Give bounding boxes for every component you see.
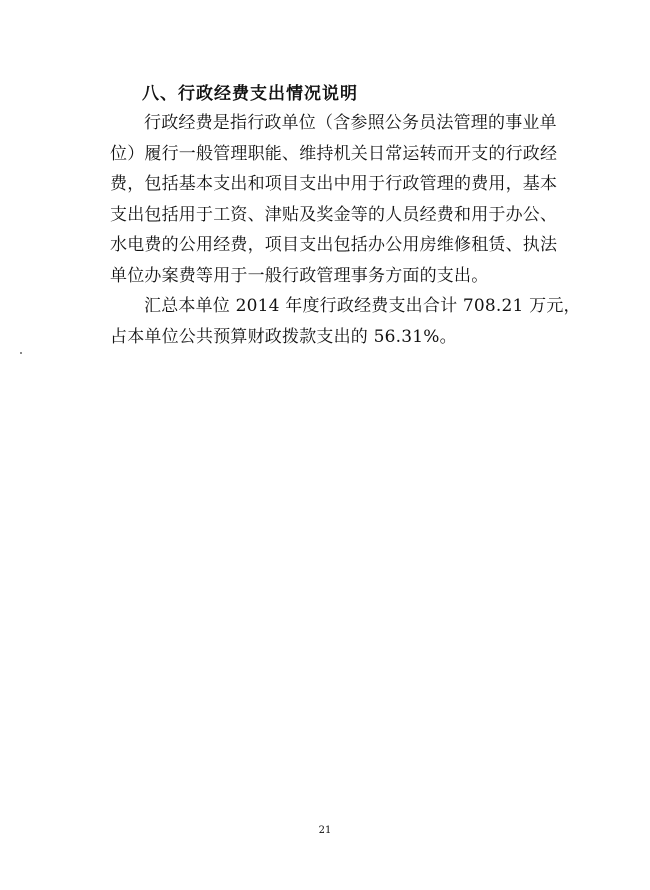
paragraph-line: 行政经费是指行政单位（含参照公务员法管理的事业单	[144, 113, 557, 133]
section-heading: 八、行政经费支出情况说明	[142, 84, 358, 104]
paragraph-line: 占本单位公共预算财政拨款支出的 56.31%。	[110, 326, 457, 347]
scan-speck	[20, 352, 22, 354]
paragraph-line: 支出包括用于工资、津贴及奖金等的人员经费和用于办公、	[110, 204, 558, 225]
paragraph-line: 费，包括基本支出和项目支出中用于行政管理的费用，基本	[110, 174, 558, 194]
body-text	[110, 108, 581, 352]
paragraph-line: 水电费的公用经费，项目支出包括办公用房维修租赁、执法	[110, 235, 558, 255]
paragraph-expense-summary	[110, 291, 581, 352]
paragraph-line: 单位办案费等用于一般行政管理事务方面的支出。	[110, 265, 489, 286]
paragraph-line: 汇总本单位 2014 年度行政经费支出合计 708.21 万元，	[144, 296, 581, 316]
paragraph-line: 位）履行一般管理职能、维持机关日常运转而开支的行政经	[110, 143, 558, 164]
paragraph-admin-expense-definition	[110, 108, 570, 291]
page-number: 21	[318, 825, 332, 836]
